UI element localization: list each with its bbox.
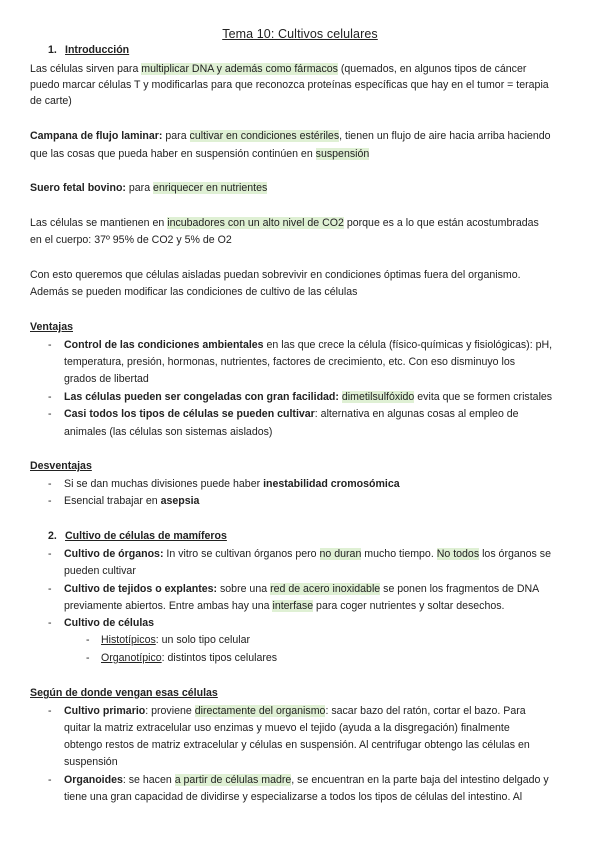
highlight-no-duran: no duran [319,548,362,560]
bullet-dash: - [48,774,52,786]
bullet-dash: - [48,705,52,717]
organoides-label: Organoides [64,774,123,786]
conclusion-line-2: Además se pueden modificar las condiciones de cultivo de las células [30,286,358,298]
desventaja-2-bold: asepsia [160,495,200,507]
organos-line-1 [64,547,551,561]
sub-bullet-dash: - [86,652,90,664]
ventaja-3-line-1 [64,407,519,421]
tejidos-text-3: previamente abiertos. Entre ambas hay una [64,600,273,612]
campana-label: Campana de flujo laminar: [30,130,163,142]
primario-line-1 [64,704,526,718]
campana-text: para [162,130,190,142]
highlight-multiplicar: multiplicar DNA y además como fármacos [141,63,338,75]
campana-text-2: , tienen un flujo de aire hacia arriba haciendo [339,130,551,142]
page-title: Tema 10: Cultivos celulares [222,27,378,41]
histotipicos-text: : un solo tipo celular [155,634,250,646]
incubadores-line-2: en el cuerpo: 37º 95% de CO2 y 5% de O2 [30,234,232,246]
incubadores-text-2: porque es a lo que están acostumbradas [343,217,539,229]
desventaja-1-line [64,477,400,491]
tejidos-label: Cultivo de tejidos o explantes: [64,583,218,595]
bullet-dash: - [48,339,52,351]
tejidos-text: sobre una [217,583,271,595]
section-2-number: 2. [48,530,57,542]
bullet-dash: - [48,583,52,595]
intro-text: Las células sirven para [30,63,142,75]
organoides-text: : se hacen [122,774,175,786]
organos-line-2: pueden cultivar [64,565,136,577]
primario-line-3: obtengo restos de matriz extracelular y células en suspensión. Al centrifugar obtengo las células en [64,739,530,751]
desventaja-1-text: Si se dan muchas divisiones puede haber [64,478,264,490]
intro-line-2: puedo marcar células T y modificarlas para que reconozca proteínas específicas que hay en el tumor = terapia [30,79,549,91]
ventajas-heading: Ventajas [30,321,73,333]
organotipico-line [101,651,277,665]
histotipicos-line [101,633,250,647]
organotipico-label: Organotípico [101,652,162,664]
ventaja-3-line-2: animales (las células son sistemas aislados) [64,426,273,438]
campana-line-1 [30,129,551,143]
organoides-line-2: tiene una gran capacidad de dividirse y especializarse a todos los tipos de células del intestino. Al [64,791,523,803]
section-1-heading: Introducción [65,44,130,56]
primario-label: Cultivo primario [64,705,146,717]
campana-text-3: que las cosas que pueda haber en suspensión continúen en [30,148,316,160]
highlight-dimetilsulfoxido: dimetilsulfóxido [341,391,415,403]
organotipico-text: : distintos tipos celulares [161,652,278,664]
intro-text-2: (quemados, en algunos tipos de cáncer [337,63,527,75]
incubadores-line-1 [30,216,539,230]
ventaja-1-line-1 [64,338,552,352]
highlight-no-todos: No todos [436,548,480,560]
tejidos-text-4: para coger nutrientes y soltar desechos. [313,600,505,612]
ventaja-2-text: evita que se formen cristales [414,391,553,403]
section-2-heading: Cultivo de células de mamíferos [65,530,227,542]
bullet-dash: - [48,478,52,490]
intro-line-1 [30,62,526,76]
desventaja-2-text: Esencial trabajar en [64,495,161,507]
desventaja-1-bold: inestabilidad cromosómica [263,478,400,490]
highlight-nutrientes: enriquecer en nutrientes [153,182,268,194]
celulas-label: Cultivo de células [64,617,155,629]
ventaja-2-line [64,390,552,404]
bullet-dash: - [48,495,52,507]
highlight-esteriles: cultivar en condiciones estériles [189,130,340,142]
highlight-interfase: interfase [272,600,314,612]
ventaja-3-label: Casi todos los tipos de células se pueden cultivar [64,408,315,420]
segun-heading: Según de donde vengan esas células [30,687,218,699]
desventajas-heading: Desventajas [30,460,92,472]
tejidos-line-2 [64,599,505,613]
highlight-red-acero: red de acero inoxidable [270,583,381,595]
ventaja-1-line-2: temperatura, presión, hormonas, nutrientes, factores de crecimiento, etc. Con eso disminuyo los [64,356,516,368]
highlight-celulas-madre: a partir de células madre [174,774,292,786]
highlight-co2: incubadores con un alto nivel de CO2 [167,217,344,229]
ventaja-1-label: Control de las condiciones ambientales [64,339,264,351]
bullet-dash: - [48,391,52,403]
intro-line-3: de carte) [30,95,72,107]
organoides-line-1 [64,773,549,787]
highlight-suspension: suspensión [315,148,370,160]
desventaja-2-line [64,494,199,508]
tejidos-text-2: se ponen los fragmentos de DNA [380,583,540,595]
highlight-organismo: directamente del organismo [194,705,326,717]
ventaja-1-text: en las que crece la célula (físico-químicas y fisiológicas): pH, [263,339,553,351]
section-1-number: 1. [48,44,57,56]
suero-text: para [125,182,154,194]
organos-text: In vitro se cultivan órganos pero [163,548,320,560]
primario-text-2: : sacar bazo del ratón, cortar el bazo. Para [325,705,526,717]
incubadores-text: Las células se mantienen en [30,217,168,229]
organos-label: Cultivo de órganos: [64,548,164,560]
ventaja-2-label: Las células pueden ser congeladas con gran facilidad: [64,391,339,403]
bullet-dash: - [48,408,52,420]
sub-bullet-dash: - [86,634,90,646]
ventaja-1-line-3: grados de libertad [64,373,149,385]
suero-label: Suero fetal bovino: [30,182,126,194]
tejidos-line-1 [64,582,539,596]
primario-line-4: suspensión [64,756,118,768]
bullet-dash: - [48,548,52,560]
primario-line-2: quitar la matriz extracelular uso enzimas y muevo el tejido (ayuda a la disgregación) finalmente [64,722,510,734]
organoides-text-2: , se encuentran en la parte baja del intestino delgado y [291,774,549,786]
organos-text-3: los órganos se [479,548,551,560]
suero-line [30,181,267,195]
histotipicos-label: Histotípicos [101,634,156,646]
campana-line-2 [30,147,369,161]
organos-text-2: mucho tiempo. [361,548,437,560]
primario-text: : proviene [145,705,195,717]
bullet-dash: - [48,617,52,629]
conclusion-line-1: Con esto queremos que células aisladas puedan sobrevivir en condiciones óptimas fuera del organismo. [30,269,521,281]
ventaja-3-text: : alternativa en algunas cosas al empleo de [314,408,519,420]
